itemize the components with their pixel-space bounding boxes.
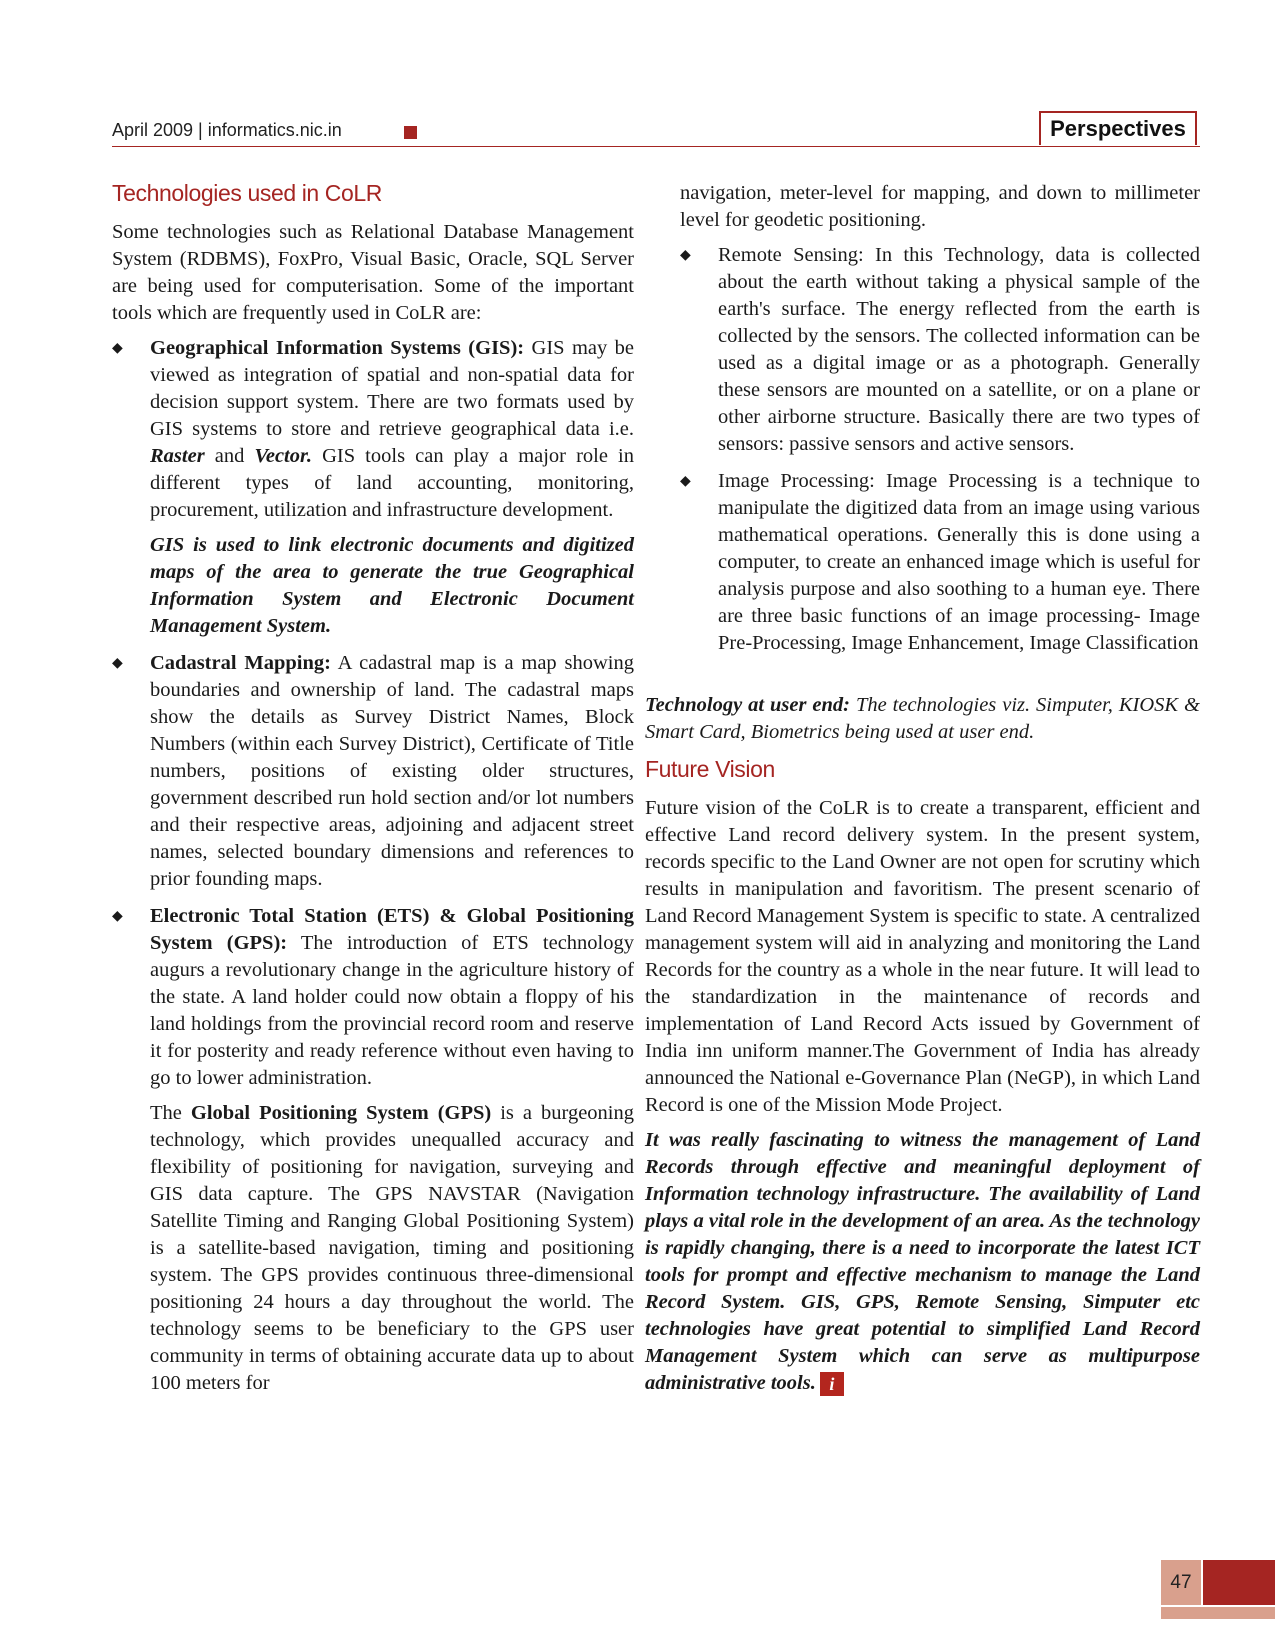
- page-number: 47: [1161, 1560, 1201, 1605]
- gis-and: and: [204, 445, 255, 467]
- closing-text: It was really fascinating to witness the management of Land Records through effective and meaningful deployment of Information technology infrastructure. The availability of Land plays a vital role in the development of an area. As the technology is rapidly changing, there is a need to incorporate the latest ICT tools for prompt and effective mechanism to manage the Land Record System. GIS, GPS, Remote Sensing, Simputer etc technologies have great potential to simplified Land Record Management System which can serve as multipurpose administrative tools.: [645, 1129, 1200, 1394]
- list-item-image-processing: [680, 468, 1200, 657]
- info-end-icon: i: [820, 1372, 844, 1396]
- left-column: [112, 180, 634, 1407]
- header-square-marker: [404, 126, 417, 139]
- bullet-icon: ◆: [680, 248, 691, 263]
- gis-emphasis: GIS is used to link electronic documents and digitized maps of the area to generate the true Geographical Information System and Electronic Document Management System.: [150, 534, 634, 637]
- ets-text: The introduction of ETS technology augurs a revolutionary change in the agriculture history of the state. A land holder could now obtain a floppy of his land holdings from the provincial record room and reserve it for posterity and ready reference without even having to go to lower administration.: [150, 932, 635, 1089]
- bullet-icon: ◆: [112, 341, 123, 356]
- user-end-label: Technology at user end:: [645, 694, 851, 716]
- page-corner-strip: [1161, 1607, 1275, 1619]
- gis-vector: Vector.: [254, 445, 312, 467]
- gis-text-b: GIS tools can play a major role in different types of land accounting, monitoring, procurement, utilization and infrastructure development.: [150, 445, 634, 521]
- ets-title: Electronic Total Station (ETS) & Global Positioning System (GPS):: [150, 905, 634, 954]
- gis-title: Geographical Information Systems (GIS):: [150, 337, 525, 359]
- cadastral-text: A cadastral map is a map showing boundaries and ownership of land. The cadastral maps show the details as Survey District Names, Block Numbers (within each Survey District), Certificate of Title numbers, positions of existing older structures, government described run hold section and/or lot numbers and their respective areas, adjoining and adjacent street names, selected boundary dimensions and references to prior founding maps.: [150, 652, 634, 890]
- right-column-lower: [645, 692, 1200, 1397]
- header-rule: [112, 146, 1200, 147]
- user-end-text: The technologies viz. Simputer, KIOSK & Smart Card, Biometrics being used at user end.: [645, 694, 1200, 743]
- remote-sensing-paragraph: Remote Sensing: In this Technology, data is collected about the earth without taking a physical sample of the earth's surface. The energy reflected from the earth is collected by the sensors. The collected information can be used as a digital image or as a photograph. Generally these sensors are mounted on a satellite, or on a plane or other airborne structure. Basically there are two types of sensors: passive sensors and active sensors.: [718, 244, 1200, 455]
- intro-paragraph: Some technologies such as Relational Database Management System (RDBMS), FoxPro, Visual Basic, Oracle, SQL Server are being used for computerisation. Some of the important tools which are frequently used in CoLR are:: [112, 221, 634, 324]
- page-corner-block: [1203, 1560, 1275, 1605]
- technology-list: [112, 335, 634, 1397]
- right-column: [680, 180, 1200, 667]
- closing-paragraph: [645, 1127, 1200, 1397]
- cadastral-title: Cadastral Mapping:: [150, 652, 331, 674]
- list-item-remote-sensing: [680, 242, 1200, 458]
- gps-text: is a burgeoning technology, which provides unequalled accuracy and flexibility of positioning for navigation, surveying and GIS data capture. The GPS NAVSTAR (Navigation Satellite Timing and Ranging Global Positioning System) is a satellite-based navigation, timing and positioning system. The GPS provides continuous three-dimensional positioning 24 hours a day throughout the world. The technology seems to be beneficiary to the GPS user community in terms of obtaining accurate data up to about 100 meters for: [150, 1102, 635, 1394]
- gis-paragraph: [150, 335, 634, 524]
- user-end-paragraph: [645, 692, 1200, 746]
- gps-bold: Global Positioning System (GPS): [190, 1102, 492, 1124]
- gps-paragraph: [150, 1100, 634, 1397]
- cadastral-paragraph: [150, 650, 634, 893]
- heading-technologies: Technologies used in CoLR: [112, 180, 383, 206]
- list-item-cadastral: [112, 650, 634, 893]
- gps-continuation: navigation, meter-level for mapping, and down to millimeter level for geodetic positioning.: [680, 182, 1200, 231]
- bullet-icon: ◆: [680, 474, 691, 489]
- gps-pre: The: [150, 1102, 191, 1124]
- bullet-icon: ◆: [112, 656, 123, 671]
- bullet-icon: ◆: [112, 909, 123, 924]
- gis-raster: Raster: [150, 445, 205, 467]
- image-processing-paragraph: Image Processing: Image Processing is a technique to manipulate the digitized data from an image using various mathematical operations. Generally this is done using a computer, to create an enhanced image which is useful for analysis purpose and also soothing to a human eye. There are three basic functions of an image processing- Image Pre-Processing, Image Enhancement, Image Classification: [718, 470, 1200, 654]
- list-item-gis: [112, 335, 634, 640]
- list-item-ets: [112, 903, 634, 1397]
- section-tag: Perspectives: [1039, 111, 1197, 145]
- heading-future-vision: Future Vision: [645, 756, 775, 782]
- gis-text-a: GIS may be viewed as integration of spatial and non-spatial data for decision support system. There are two formats used by GIS systems to store and retrieve geographical data i.e.: [150, 337, 634, 440]
- ets-paragraph: [150, 903, 634, 1092]
- header-publication-info: April 2009 | informatics.nic.in: [112, 120, 342, 140]
- future-vision-paragraph: Future vision of the CoLR is to create a transparent, efficient and effective Land record delivery system. In the present system, records specific to the Land Owner are not open for scrutiny which results in manipulation and favoritism. The present scenario of Land Record Management System is specific to state. A centralized management system will aid in analyzing and monitoring the Land Records for the country as a whole in the near future. It will lead to the standardization in the maintenance of records and implementation of Land Record Acts issued by Government of India inn uniform manner.The Government of India has already announced the National e-Governance Plan (NeGP), in which Land Record is one of the Mission Mode Project.: [645, 797, 1200, 1116]
- technology-list-continued: [680, 242, 1200, 657]
